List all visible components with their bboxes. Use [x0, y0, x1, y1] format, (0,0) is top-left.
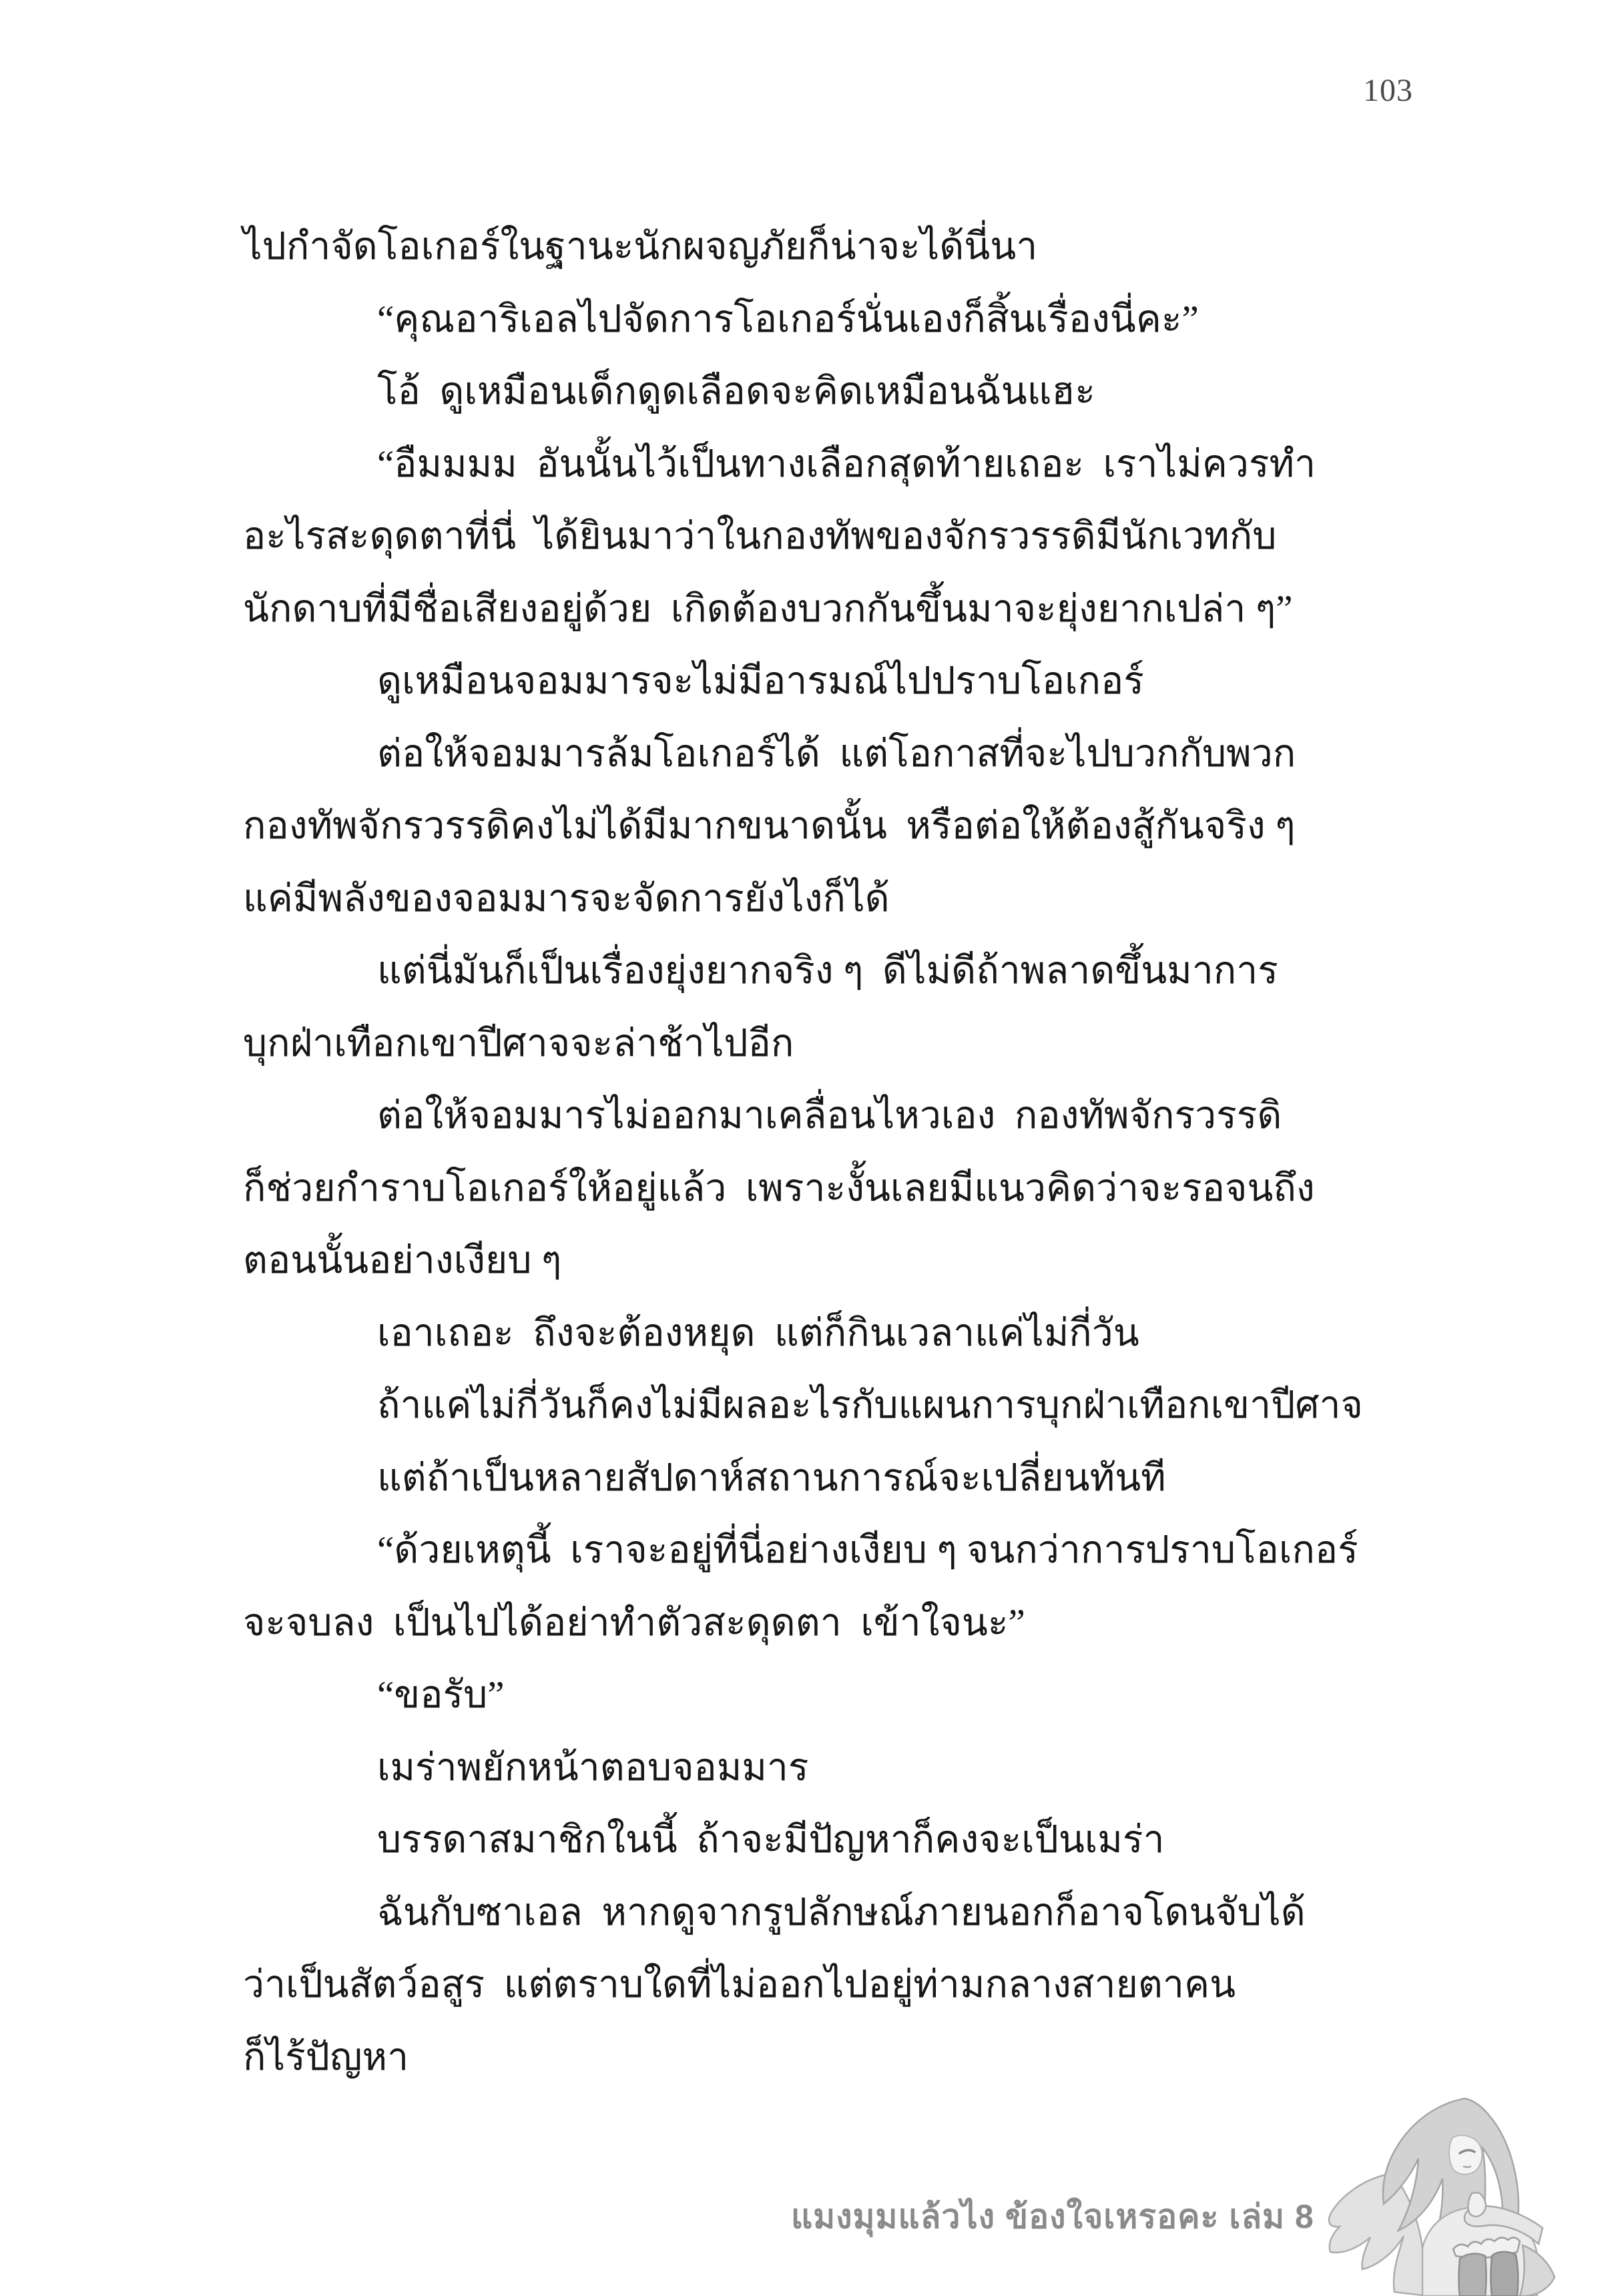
text-line: ก็ช่วยกำราบโอเกอร์ให้อยู่แล้ว เพราะงั้นเลยมีแนวคิดว่าจะรอจนถึง: [243, 1167, 1315, 1209]
footer-illustration: [1322, 2094, 1561, 2296]
text-line: ต่อให้จอมมารล้มโอเกอร์ได้ แต่โอกาสที่จะไปบวกกับพวก: [377, 732, 1296, 775]
text-line: บรรดาสมาชิกในนี้ ถ้าจะมีปัญหาก็คงจะเป็นเมร่า: [377, 1819, 1165, 1861]
text-line: แค่มีพลังของจอมมารจะจัดการยังไงก็ได้: [243, 877, 890, 920]
text-line: ถ้าแค่ไม่กี่วันก็คงไม่มีผลอะไรกับแผนการบุกฝ่าเทือกเขาปีศาจ: [377, 1384, 1363, 1426]
illustration-boot-right: [1491, 2252, 1519, 2296]
text-line: ไปกำจัดโอเกอร์ในฐานะนักผจญภัยก็น่าจะได้นี่นา: [243, 226, 1038, 268]
text-line: ต่อให้จอมมารไม่ออกมาเคลื่อนไหวเอง กองทัพจักรวรรดิ: [377, 1095, 1282, 1137]
text-line: จะจบลง เป็นไปได้อย่าทำตัวสะดุดตา เข้าใจนะ”: [243, 1601, 1025, 1644]
text-line: “ด้วยเหตุนี้ เราจะอยู่ที่นี่อย่างเงียบ ๆ จนกว่าการปราบโอเกอร์: [377, 1529, 1358, 1571]
text-line: “อืมมมม อันนั้นไว้เป็นทางเลือกสุดท้ายเถอะ เราไม่ควรทำ: [377, 443, 1316, 485]
illustration-hand: [1468, 2193, 1486, 2217]
illustration-face: [1449, 2135, 1482, 2174]
text-line: ตอนนั้นอย่างเงียบ ๆ: [243, 1239, 562, 1281]
text-line: อะไรสะดุดตาที่นี่ ได้ยินมาว่าในกองทัพของจักรวรรดิมีนักเวทกับ: [243, 515, 1277, 557]
illustration-boot-left: [1459, 2254, 1487, 2296]
page-number: 103: [1363, 73, 1413, 108]
text-line: “คุณอาริเอลไปจัดการโอเกอร์นั่นเองก็สิ้นเรื่องนี่คะ”: [377, 298, 1199, 340]
text-line: ดูเหมือนจอมมารจะไม่มีอารมณ์ไปปราบโอเกอร์: [377, 660, 1144, 702]
text-line: ก็ไร้ปัญหา: [243, 2036, 409, 2078]
text-line: ฉันกับซาเอล หากดูจากรูปลักษณ์ภายนอกก็อาจโดนจับได้: [377, 1891, 1306, 1934]
text-line: แต่ถ้าเป็นหลายสัปดาห์สถานการณ์จะเปลี่ยนทันที: [377, 1456, 1166, 1499]
body-text: [243, 211, 1444, 2094]
text-line: โอ้ ดูเหมือนเด็กดูดเลือดจะคิดเหมือนฉันแฮะ: [377, 370, 1095, 412]
text-line: นักดาบที่มีชื่อเสียงอยู่ด้วย เกิดต้องบวกกันขึ้นมาจะยุ่งยากเปล่า ๆ”: [243, 587, 1293, 630]
footer-book-title: แมงมุมแล้วไง ข้องใจเหรอคะ เล่ม 8: [791, 2198, 1314, 2235]
illustration-cape-tail: [1520, 2245, 1555, 2296]
text-line: เมร่าพยักหน้าตอบจอมมาร: [377, 1746, 809, 1789]
text-line: กองทัพจักรวรรดิคงไม่ได้มีมากขนาดนั้น หรือต่อให้ต้องสู้กันจริง ๆ: [243, 805, 1296, 847]
text-line: แต่นี่มันก็เป็นเรื่องยุ่งยากจริง ๆ ดีไม่ดีถ้าพลาดขึ้นมาการ: [377, 950, 1278, 992]
text-line: เอาเถอะ ถึงจะต้องหยุด แต่ก็กินเวลาแค่ไม่กี่วัน: [377, 1312, 1139, 1354]
text-line: ว่าเป็นสัตว์อสูร แต่ตราบใดที่ไม่ออกไปอยู่ท่ามกลางสายตาคน: [243, 1964, 1236, 2006]
text-line: บุกฝ่าเทือกเขาปีศาจจะล่าช้าไปอีก: [243, 1022, 794, 1065]
text-line: “ขอรับ”: [377, 1674, 505, 1716]
